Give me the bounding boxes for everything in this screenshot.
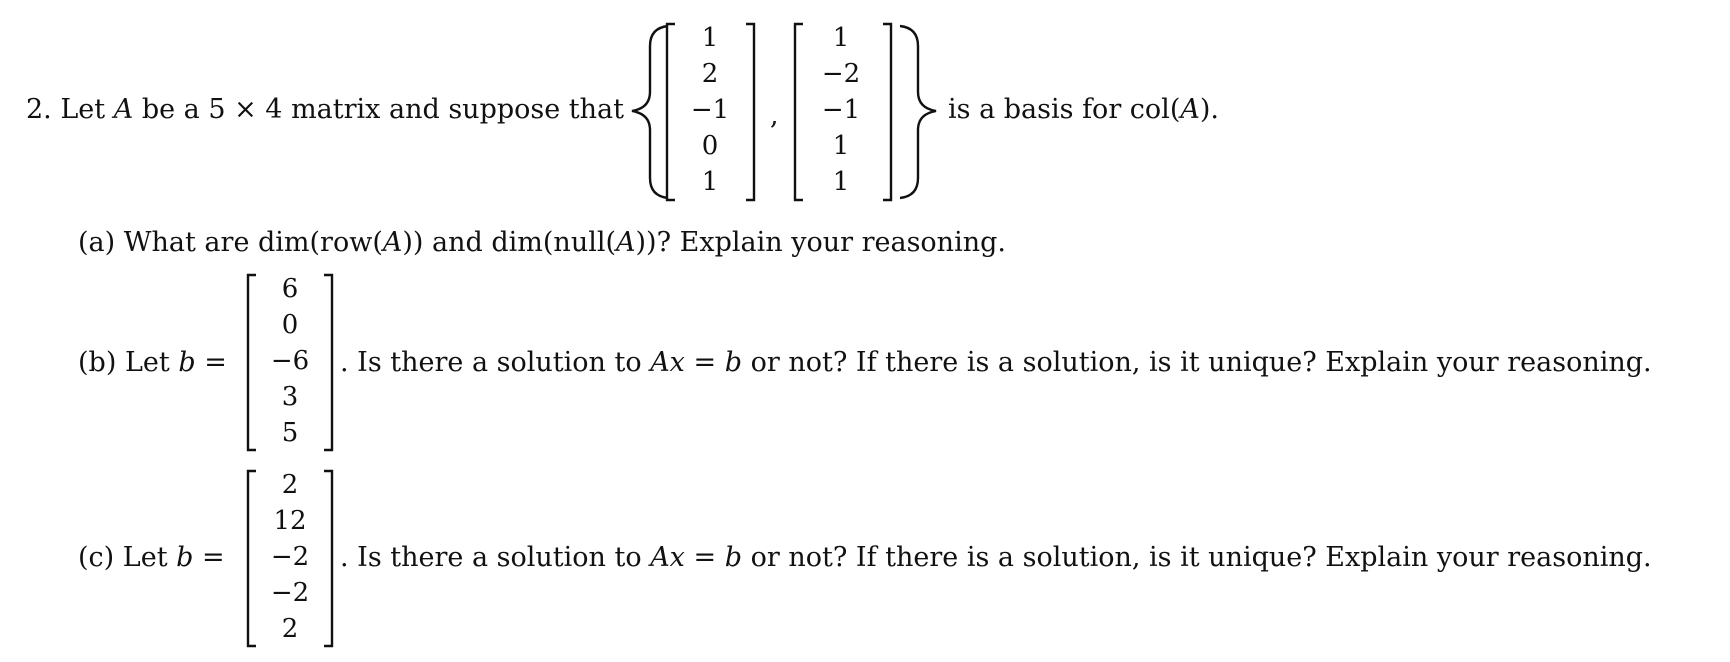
c-vector-entry: 12	[273, 506, 307, 536]
problem-statement-right	[948, 94, 1219, 126]
b-vector-entry: −6	[270, 346, 310, 376]
c-vec-right-bracket	[324, 471, 332, 646]
part-c-lead	[78, 542, 225, 574]
col-variable: A	[1180, 94, 1200, 125]
part-b-question: . Is there a solution to Ax = b or not? If there is a solution, is it unique? Explain your reasoning.	[340, 347, 1652, 378]
part-c-equals: =	[202, 542, 225, 573]
v1-right-bracket	[746, 24, 754, 200]
v2-entry: 1	[832, 167, 850, 197]
v2-left-bracket	[795, 24, 803, 200]
problem-statement-left	[26, 94, 624, 126]
v1-entry: 2	[701, 59, 719, 89]
b-vector-entry: 5	[281, 418, 299, 448]
part-b-label: (b)	[78, 347, 117, 378]
c-vector-entry: −2	[270, 578, 310, 608]
left-brace	[632, 26, 668, 198]
part-a	[78, 227, 1006, 259]
v1-left-bracket	[667, 24, 675, 200]
v2-entry: 1	[832, 23, 850, 53]
v2-entry: 1	[832, 131, 850, 161]
matrix-variable: A	[113, 94, 134, 125]
v2-entry: −1	[821, 95, 861, 125]
b-vector-entry: 3	[281, 382, 299, 412]
part-b-var: b	[178, 347, 196, 378]
part-b-lead	[78, 347, 227, 379]
right-brace	[900, 26, 936, 198]
c-vector-entry: 2	[281, 614, 299, 644]
v2-right-bracket	[883, 24, 891, 200]
part-a-label: (a)	[78, 227, 116, 258]
b-vec-right-bracket	[324, 275, 332, 450]
v2-entry: −2	[821, 59, 861, 89]
part-a-text: What are dim(row(A)) and dim(null(A))? Explain your reasoning.	[123, 227, 1006, 258]
c-vector-entry: −2	[270, 542, 310, 572]
part-c-let: Let	[122, 542, 168, 573]
vector-separator-comma: ,	[770, 100, 779, 131]
problem-number: 2.	[26, 94, 52, 125]
part-b-let: Let	[124, 347, 170, 378]
outro-close: ).	[1199, 94, 1219, 125]
v1-entry: 1	[701, 167, 719, 197]
part-c-var: b	[176, 542, 194, 573]
v1-entry: 1	[701, 23, 719, 53]
c-vec-left-bracket	[248, 471, 256, 646]
b-vector-entry: 0	[281, 310, 299, 340]
c-vector-entry: 2	[281, 470, 299, 500]
v1-entry: 0	[701, 131, 719, 161]
intro-text: be a 5 × 4 matrix and suppose that	[141, 94, 624, 125]
part-b-equals: =	[204, 347, 227, 378]
part-c-question: . Is there a solution to Ax = b or not? If there is a solution, is it unique? Explain your reasoning.	[340, 542, 1652, 573]
part-c-label: (c)	[78, 542, 115, 573]
outro-text: is a basis for col(	[948, 94, 1181, 125]
b-vec-left-bracket	[248, 275, 256, 450]
v1-entry: −1	[690, 95, 730, 125]
b-vector-entry: 6	[281, 274, 299, 304]
intro-let: Let	[60, 94, 106, 125]
